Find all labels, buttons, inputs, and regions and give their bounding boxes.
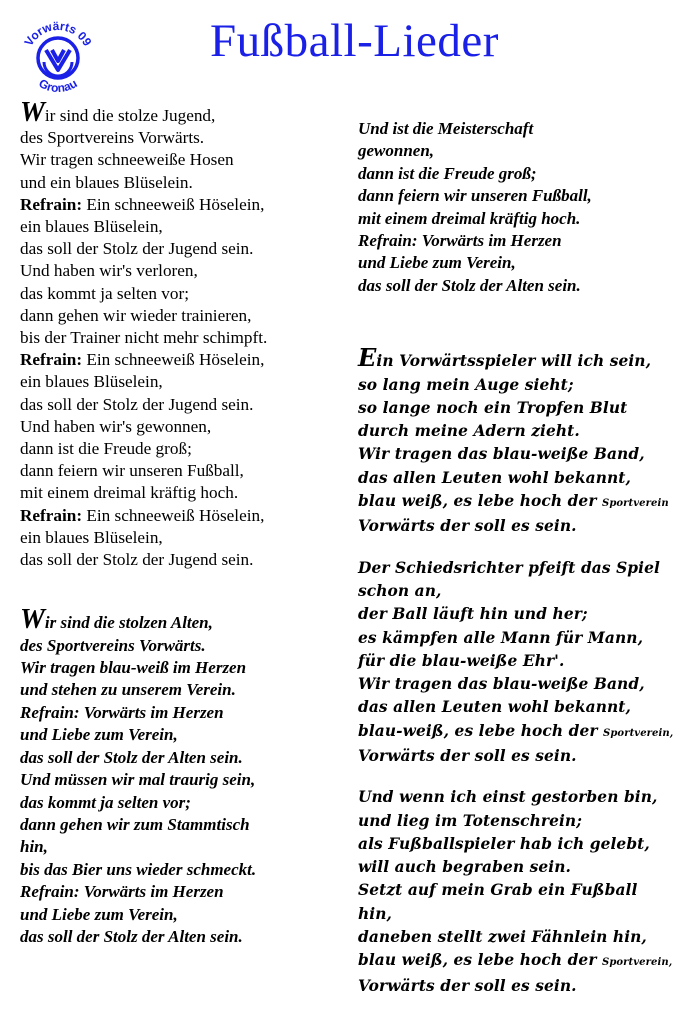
right-column: [358, 118, 678, 998]
song-young: [20, 97, 340, 571]
lyric-line: ein blaues Blüselein,: [20, 217, 163, 237]
lyric-line: und stehen zu unserem Verein.: [20, 680, 236, 700]
refrain-line: [20, 349, 340, 371]
lyric-line: Wir tragen das blau-weiße Band,: [358, 675, 645, 694]
lyric-line: mit einem dreimal kräftig hoch.: [358, 208, 581, 228]
drop-initial: W: [20, 97, 45, 128]
lyric-text: blau weiß, es lebe hoch der: [358, 492, 602, 511]
lyric-line: das soll der Stolz der Jugend sein.: [20, 550, 254, 570]
refrain-label: Refrain:: [20, 194, 83, 214]
lyric-text: blau weiß, es lebe hoch der: [358, 951, 602, 970]
lyric-line: mit einem dreimal kräftig hoch.: [20, 483, 239, 503]
lyric-line: und Liebe zum Verein,: [20, 904, 178, 924]
stanza: [20, 769, 340, 948]
lyric-line: Und müssen wir mal traurig sein,: [20, 770, 256, 790]
stanza: [358, 118, 678, 297]
lyric-line: Wir tragen schneeweiße Hosen: [20, 150, 234, 170]
lyric-line: [358, 949, 678, 974]
lyric-line: ein blaues Blüselein,: [20, 527, 163, 547]
lyric-line: dann gehen wir wieder trainieren,: [20, 305, 252, 325]
refrain-line: Refrain: Vorwärts im Herzen: [20, 882, 224, 902]
lyric-line: will auch begraben sein.: [358, 858, 571, 877]
lyric-line: Der Schiedsrichter pfeift das Spiel: [358, 558, 660, 577]
lyric-line: und Liebe zum Verein,: [20, 725, 178, 745]
lyric-text: blau-weiß, es lebe hoch der: [358, 721, 604, 740]
stanza: [358, 786, 678, 998]
lyric-line: [20, 97, 340, 128]
lyric-line: Wir tragen blau-weiß im Herzen: [20, 658, 247, 678]
lyric-line: [358, 720, 678, 745]
logo-text-bottom: Gronau: [36, 76, 80, 96]
lyric-text: Ein schneeweiß Höselein,: [82, 350, 265, 370]
refrain-label: Refrain:: [20, 505, 83, 525]
lyric-line: gewonnen,: [358, 141, 435, 161]
lyric-line: das kommt ja selten vor;: [20, 792, 191, 812]
club-logo: [14, 14, 102, 102]
lyric-text: ir sind die stolze Jugend,: [44, 106, 216, 125]
logo-monogram-v: [46, 50, 70, 70]
lyric-line: hin,: [358, 904, 392, 923]
page-title: Fußball-Lieder: [210, 15, 499, 67]
lyric-line: dann ist die Freude groß;: [20, 439, 192, 459]
lyric-line: hin,: [20, 837, 48, 857]
lyric-line: das soll der Stolz der Jugend sein.: [20, 239, 254, 259]
lyric-line: dann feiern wir unseren Fußball,: [20, 461, 244, 481]
lyric-line: Setzt auf mein Grab ein Fußball: [358, 881, 638, 900]
song-player: [358, 343, 678, 998]
lyric-line: und Liebe zum Verein,: [358, 253, 516, 273]
logo-text-top: Vorwärts 09: [21, 18, 95, 49]
stanza: [20, 97, 340, 260]
refrain-label: Refrain:: [20, 350, 83, 370]
lyric-text: ir sind die stolzen Alten,: [44, 613, 213, 633]
lyric-text: Ein schneeweiß Höselein,: [82, 194, 265, 214]
lyric-line: [358, 343, 678, 373]
drop-initial: W: [20, 604, 45, 636]
lyric-small-text: Sportverein,: [603, 727, 674, 739]
stanza: [20, 416, 340, 571]
lyric-line: so lange noch ein Tropfen Blut: [358, 398, 628, 417]
lyric-line: schon an,: [358, 581, 442, 600]
refrain-line: [20, 194, 340, 216]
lyric-line: des Sportvereins Vorwärts.: [20, 128, 205, 148]
lyric-line: das soll der Stolz der Jugend sein.: [20, 394, 254, 414]
lyric-line: Und haben wir's gewonnen,: [20, 416, 212, 436]
lyric-line: Vorwärts der soll es sein.: [358, 747, 577, 765]
lyric-line: als Fußballspieler hab ich gelebt,: [358, 834, 650, 853]
refrain-line: [20, 505, 340, 527]
lyric-line: dann ist die Freude groß;: [358, 163, 537, 183]
lyric-line: des Sportvereins Vorwärts.: [20, 635, 206, 655]
lyric-line: es kämpfen alle Mann für Mann,: [358, 628, 644, 647]
lyric-line: daneben stellt zwei Fähnlein hin,: [358, 928, 647, 947]
lyric-line: [20, 604, 340, 636]
left-column: [20, 97, 340, 948]
lyric-line: Und ist die Meisterschaft: [358, 119, 534, 138]
drop-initial: E: [358, 343, 377, 373]
lyric-line: bis der Trainer nicht mehr schimpft.: [20, 328, 268, 348]
lyric-line: dann feiern wir unseren Fußball,: [358, 186, 592, 206]
lyric-line: das kommt ja selten vor;: [20, 283, 189, 303]
lyric-line: das soll der Stolz der Alten sein.: [20, 926, 243, 946]
lyric-line: so lang mein Auge sieht;: [358, 375, 574, 394]
lyric-text: in Vorwärtsspieler will ich sein,: [376, 352, 652, 371]
lyric-line: und lieg im Totenschrein;: [358, 811, 582, 830]
lyric-line: Und haben wir's verloren,: [20, 261, 198, 281]
song-old: [20, 604, 340, 948]
lyric-line: dann gehen wir zum Stammtisch: [20, 814, 250, 834]
stanza: [358, 343, 678, 538]
lyric-line: Vorwärts der soll es sein.: [358, 976, 577, 995]
refrain-line: Refrain: Vorwärts im Herzen: [20, 702, 224, 722]
lyric-line: [358, 490, 678, 515]
stanza: [358, 557, 678, 769]
lyric-line: Wir tragen das blau-weiße Band,: [358, 445, 645, 464]
lyric-line: bis das Bier uns wieder schmeckt.: [20, 859, 257, 879]
lyric-line: durch meine Adern zieht.: [358, 422, 580, 441]
lyric-line: für die blau-weiße Ehr'.: [358, 651, 565, 670]
lyric-line: das soll der Stolz der Alten sein.: [358, 275, 581, 295]
lyric-text: Ein schneeweiß Höselein,: [82, 505, 265, 525]
lyric-line: Vorwärts der soll es sein.: [358, 517, 577, 536]
lyric-line: das allen Leuten wohl bekannt,: [358, 468, 631, 487]
lyric-line: und ein blaues Blüselein.: [20, 172, 193, 192]
refrain-line: Refrain: Vorwärts im Herzen: [358, 231, 562, 251]
lyric-small-text: Sportverein,: [602, 957, 673, 969]
lyric-line: das soll der Stolz der Alten sein.: [20, 747, 243, 767]
stanza: [20, 260, 340, 415]
lyric-line: der Ball läuft hin und her;: [358, 605, 588, 624]
stanza: [20, 604, 340, 769]
lyric-line: das allen Leuten wohl bekannt,: [358, 698, 631, 717]
lyric-small-text: Sportverein: [602, 498, 669, 510]
song-old-continued: [358, 118, 678, 297]
lyric-line: Und wenn ich einst gestorben bin,: [358, 788, 658, 807]
lyric-line: ein blaues Blüselein,: [20, 372, 163, 392]
